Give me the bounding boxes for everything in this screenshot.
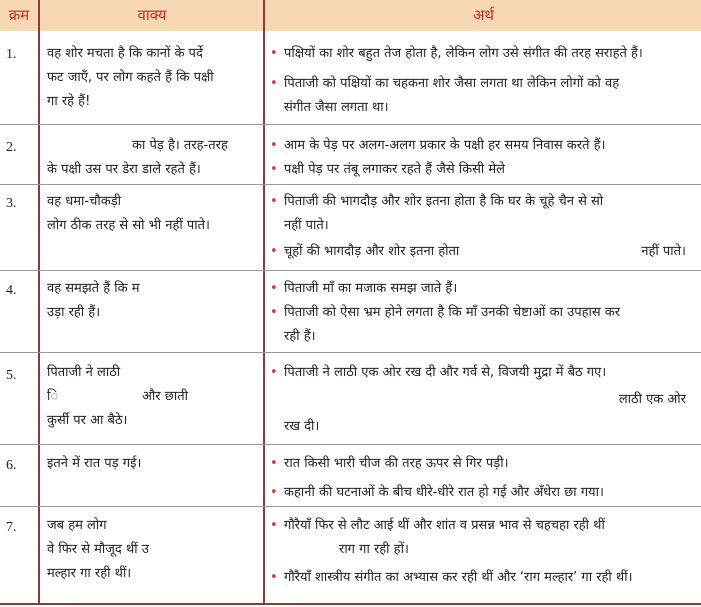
meaning-line: नहीं पाते।	[284, 218, 329, 233]
header-serial: क्रम	[8, 6, 30, 24]
meaning-line: राग गा रही हों।	[339, 542, 409, 557]
bullet-icon: •	[270, 570, 278, 585]
bullet-icon: •	[270, 518, 278, 533]
table-bottom-rule	[0, 603, 701, 605]
phrase-line: के पक्षी उस पर डेरा डाले रहते हैं।	[47, 162, 201, 177]
bullet-icon: •	[270, 365, 278, 380]
row-phrase	[47, 514, 149, 586]
meaning-line: गौरैयाँ शास्त्रीय संगीत का अभ्यास कर रही थीं और ‘राग मल्हार’ गा रही थीं।	[284, 570, 633, 585]
meaning-line: आम के पेड़ पर अलग-अलग प्रकार के पक्षी हर समय निवास करते हैं।	[284, 138, 606, 153]
phrase-line: का पेड़ है। तरह-तरह	[132, 138, 228, 153]
row-meaning	[268, 452, 688, 505]
meaning-point	[268, 301, 688, 349]
phrase-line: वे फिर से मौजूद थीं उ	[47, 542, 149, 557]
row-divider	[0, 270, 701, 271]
row-phrase	[47, 190, 210, 238]
meaning-line: गौरैयाँ फिर से लौट आई थीं और शांत व प्रसन्न भाव से चहचहा रही थीं	[284, 518, 605, 533]
phrase-line: उड़ा रही हैं।	[47, 305, 101, 320]
row-number: 6.	[6, 458, 17, 473]
header-meaning: अर्थ	[472, 6, 495, 24]
row-meaning	[268, 514, 688, 590]
phrase-line: पिताजी ने लाठी	[47, 365, 121, 380]
phrase-line: फट जाएँ, पर लोग कहते हैं कि पक्षी	[47, 70, 214, 85]
row-number: 1.	[6, 47, 17, 62]
row-phrase	[47, 134, 228, 182]
header-phrase: वाक्य	[137, 6, 167, 24]
meaning-point	[268, 240, 688, 264]
phrase-line: मल्हार गा रही थीं।	[47, 566, 132, 581]
meaning-line: पिताजी को पक्षियों का चहकना शोर जैसा लगता था लेकिन लोगों को वह	[284, 76, 620, 91]
bullet-icon: •	[270, 76, 278, 91]
phrase-line: गा रहे हैं!	[47, 94, 91, 109]
row-divider	[0, 124, 701, 125]
phrase-line: जब हम लोग	[47, 518, 107, 533]
phrase-line: ि और छाती	[47, 389, 189, 404]
row-number: 7.	[6, 520, 17, 535]
bullet-icon: •	[270, 485, 278, 500]
row-phrase	[47, 42, 269, 114]
meaning-line: पिताजी को ऐसा भ्रम होने लगता है कि माँ उनकी चेष्टाओं का उपहास कर	[284, 305, 621, 320]
meaning-line: रही हैं।	[284, 329, 316, 344]
phrase-line: लोग ठीक तरह से सो भी नहीं पाते।	[47, 218, 210, 233]
bullet-icon: •	[270, 456, 278, 471]
meaning-point	[268, 42, 688, 66]
row-divider	[0, 352, 701, 353]
meaning-line: कहानी की घटनाओं के बीच धीरे-धीरे रात हो गई और अँधेरा छा गया।	[284, 485, 604, 500]
bullet-icon: •	[270, 46, 278, 61]
row-divider	[0, 444, 701, 445]
row-number: 2.	[6, 140, 17, 155]
bullet-icon: •	[270, 138, 278, 153]
meaning-line: संगीत जैसा लगता था।	[284, 100, 389, 115]
phrase-line: वह धमा-चौकड़ी	[47, 194, 122, 209]
row-divider	[0, 184, 701, 185]
meaning-point	[268, 277, 688, 301]
meaning-line: चूहों की भागदौड़ और शोर इतना होता नहीं पाते।	[284, 244, 686, 259]
bullet-icon: •	[270, 162, 278, 177]
meaning-line: पिताजी ने लाठी एक ओर रख दी और गर्व से, विजयी मुद्रा में बैठ गए।	[284, 365, 607, 380]
bullet-icon: •	[270, 194, 278, 209]
row-meaning	[268, 190, 688, 264]
bullet-icon: •	[270, 244, 278, 259]
meaning-point	[268, 361, 688, 439]
row-meaning	[268, 361, 688, 439]
meaning-line: रात किसी भारी चीज की तरह ऊपर से गिर पड़ी।	[284, 456, 509, 471]
meaning-point	[268, 514, 688, 562]
bullet-icon: •	[270, 281, 278, 296]
row-phrase	[47, 452, 141, 476]
meaning-point	[268, 134, 688, 158]
phrase-line: वह समझते हैं कि म	[47, 281, 140, 296]
meaning-line: पक्षी पेड़ पर तंबू लगाकर रहते हैं जैसे किसी मेले	[284, 162, 505, 177]
row-phrase	[47, 277, 140, 325]
row-divider	[0, 506, 701, 507]
meaning-point	[268, 190, 688, 238]
row-meaning	[268, 277, 688, 349]
meaning-line: पक्षियों का शोर बहुत तेज होता है, लेकिन लोग उसे संगीत की तरह सराहते हैं।	[284, 46, 643, 61]
meaning-line: पिताजी की भागदौड़ और शोर इतना होता है कि घर के चूहे चैन से सो	[284, 194, 604, 209]
row-phrase	[47, 361, 188, 433]
meaning-line: लाठी एक ओर	[618, 392, 686, 407]
meaning-line: पिताजी माँ का मजाक समझ जाते हैं।	[284, 281, 458, 296]
meaning-point	[268, 72, 688, 120]
column-rule-left	[38, 0, 40, 603]
meaning-point	[268, 566, 688, 590]
phrase-line: वह शोर मचता है कि कानों के पर्दे	[47, 46, 203, 61]
table-header	[0, 0, 701, 31]
meaning-point	[268, 452, 688, 476]
row-meaning	[268, 42, 688, 120]
phrase-line: इतने में रात पड़ गई।	[47, 456, 142, 471]
meaning-point	[268, 158, 688, 182]
meaning-point	[268, 481, 688, 505]
meaning-line: रख दी।	[284, 419, 320, 434]
row-number: 3.	[6, 196, 17, 211]
row-number: 5.	[6, 368, 17, 383]
row-meaning	[268, 134, 688, 182]
bullet-icon: •	[270, 305, 278, 320]
phrase-line: कुर्सी पर आ बैठे।	[47, 413, 128, 428]
row-number: 4.	[6, 283, 17, 298]
